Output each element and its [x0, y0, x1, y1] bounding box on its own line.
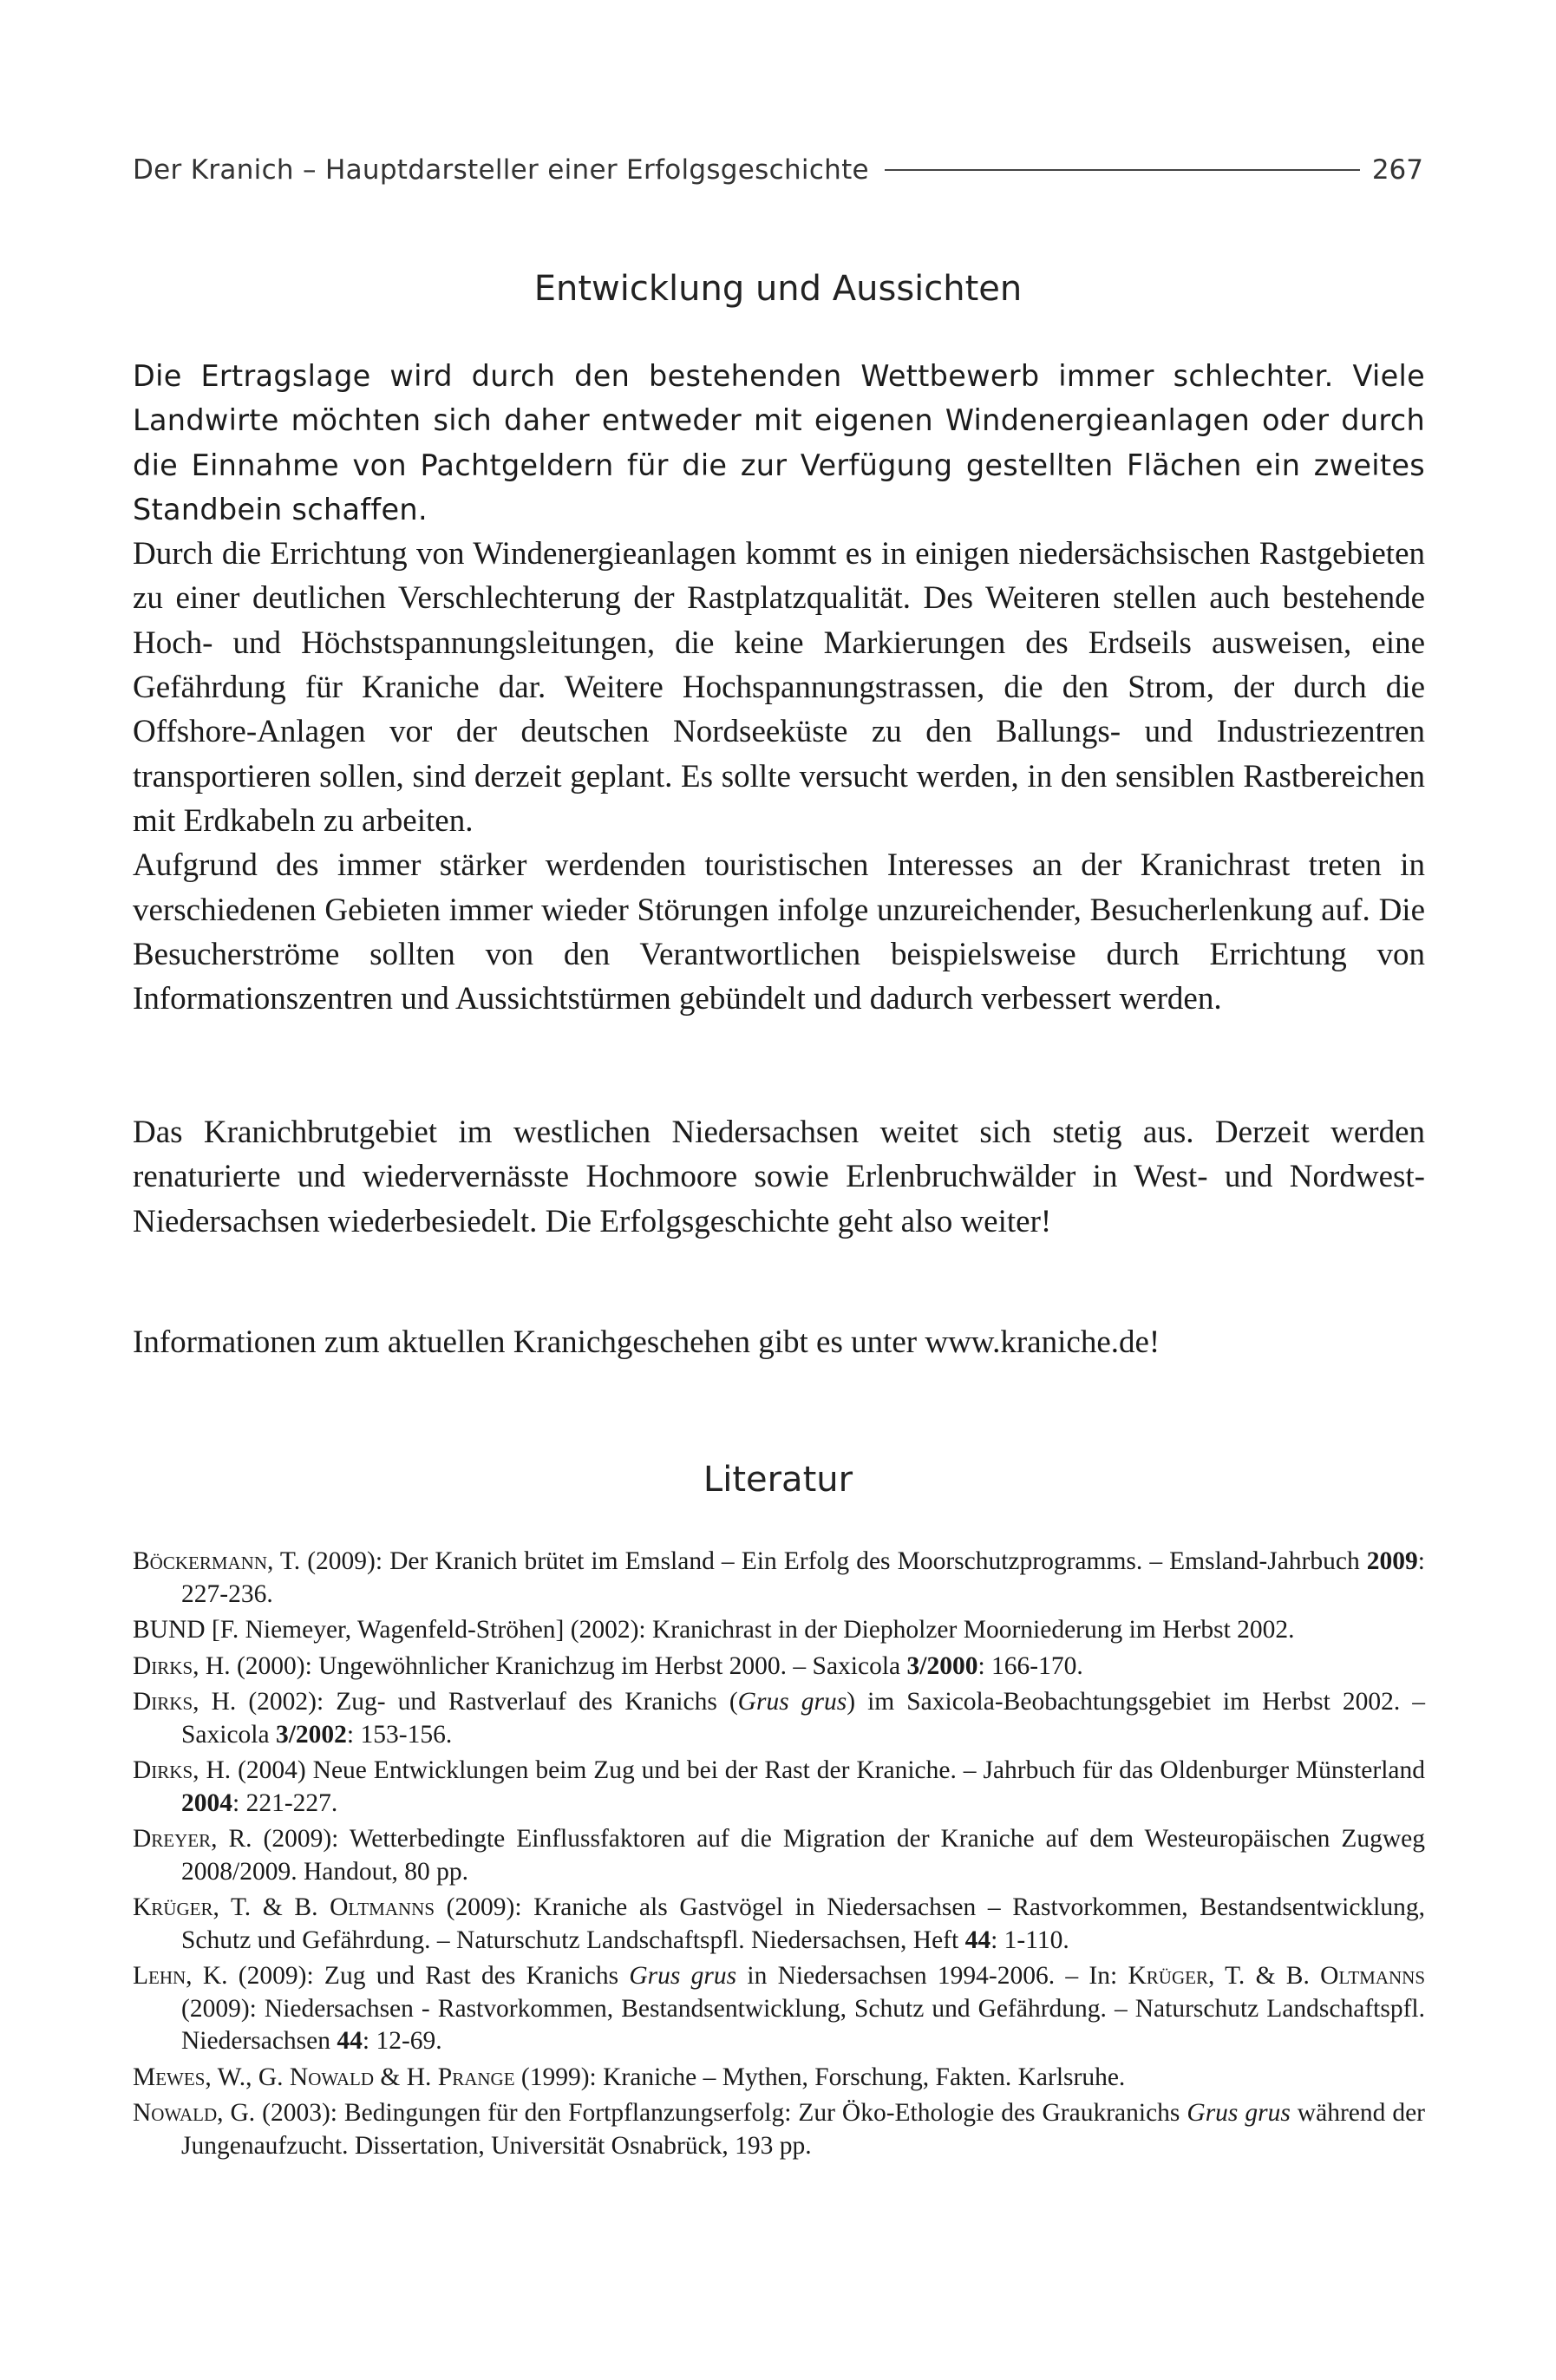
reference-list [133, 1546, 1425, 2166]
body-block-info [133, 1320, 1425, 1364]
paragraph: Aufgrund des immer stärker werdenden touristischen Interesses an der Kranichrast treten in verschiedenen Gebieten immer wieder Störungen infolge unzureichender, Besucherlenkung auf. Die Besucherströme sollten von den Verantwortlichen beispielsweise durch Errichtung von Informationszentren und Aussichtstürmen gebündelt und dadurch verbessert werden. [133, 847, 1425, 1017]
reference-item: Böckermann, T. (2009): Der Kranich brütet im Emsland – Ein Erfolg des Moorschutzprogramms. – Emsland-Jahrbuch 2009: 227-236. [133, 1547, 1425, 1608]
running-header [133, 154, 1423, 186]
section-heading-outlook: Entwicklung und Aussichten [533, 269, 1023, 309]
reference-item: Dirks, H. (2002): Zug- und Rastverlauf des Kranichs (Grus grus) im Saxicola-Beobachtungsgebiet im Herbst 2002. – Saxicola 3/2002: 153-156. [133, 1688, 1425, 1749]
running-title: Der Kranich – Hauptdarsteller einer Erfolgsgeschichte [133, 154, 869, 186]
reference-item: Dreyer, R. (2009): Wetterbedingte Einflussfaktoren auf die Migration der Kraniche auf dem Westeuropäischen Zugweg 2008/2009. Handout, 80 pp. [133, 1825, 1425, 1886]
reference-item: Lehn, K. (2009): Zug und Rast des Kranichs Grus grus in Niedersachsen 1994-2006. – In: Krüger, T. & B. Oltmanns (2009): Niedersachsen - Rastvorkommen, Bestandsentwicklung, Schutz und Gefährdung. – Naturschutz Landschaftspfl. Niedersachsen 44: 12-69. [133, 1962, 1426, 2055]
section-heading-literature: Literatur [703, 1460, 853, 1500]
body-block-breeding [133, 1110, 1425, 1244]
reference-item: Dirks, H. (2000): Ungewöhnlicher Kranichzug im Herbst 2000. – Saxicola 3/2000: 166-170. [133, 1651, 1083, 1680]
reference-item: BUND [F. Niemeyer, Wagenfeld-Ströhen] (2002): Kranichrast in der Diepholzer Moorniederung im Herbst 2002. [133, 1616, 1295, 1644]
paragraph: Durch die Errichtung von Windenergieanlagen kommt es in einigen niedersächsischen Rastgebieten zu einer deutlichen Verschlechterung der Rastplatzqualität. Des Weiteren stellen auch bestehende Hoch- und Höchstspannungsleitungen, die keine Markierungen des Erdseils ausweisen, eine Gefährdung für Kraniche dar. Weitere Hochspannungstrassen, die den Strom, der durch die Offshore-Anlagen vor der deutschen Nordseeküste zu den Ballungs- und Industriezentren transportieren sollen, sind derzeit geplant. Es sollte versucht werden, in den sensiblen Rastbereichen mit Erdkabeln zu arbeiten. [133, 536, 1425, 839]
reference-item: Krüger, T. & B. Oltmanns (2009): Kraniche als Gastvögel in Niedersachsen – Rastvorkommen, Bestandsentwicklung, Schutz und Gefährdung. – Naturschutz Landschaftspfl. Niedersachsen, Heft 44: 1-110. [133, 1893, 1426, 1954]
paragraph: Die Ertragslage wird durch den bestehenden Wettbewerb immer schlechter. Viele Landwirte möchten sich daher entweder mit eigenen Windenergieanlagen oder durch die Einnahme von Pachtgeldern für die zur Verfügung gestellten Flächen ein zweites Standbein schaffen. [133, 359, 1425, 526]
header-rule [885, 169, 1360, 171]
reference-item: Nowald, G. (2003): Bedingungen für den Fortpflanzungserfolg: Zur Öko-Ethologie des Graukranichs Grus grus während der Jungenaufzucht. Dissertation, Universität Osnabrück, 193 pp. [133, 2099, 1426, 2160]
page-number: 267 [1371, 154, 1423, 186]
reference-item: Mewes, W., G. Nowald & H. Prange (1999): Kraniche – Mythen, Forschung, Fakten. Karlsruhe. [133, 2063, 1126, 2091]
reference-item: Dirks, H. (2004) Neue Entwicklungen beim Zug und bei der Rast der Kraniche. – Jahrbuch für das Oldenburger Münsterland 2004: 221-227. [133, 1756, 1426, 1817]
paragraph: Das Kranichbrutgebiet im westlichen Niedersachsen weitet sich stetig aus. Derzeit werden renaturierte und wiedervernässte Hochmoore sowie Erlenbruchwälder in West- und Nordwest-Niedersachsen wiederbesiedelt. Die Erfolgsgeschichte geht also weiter! [133, 1115, 1425, 1239]
paragraph-info-link: Informationen zum aktuellen Kranichgeschehen gibt es unter www.kraniche.de! [133, 1324, 1160, 1360]
body-block-outlook [133, 354, 1425, 1021]
